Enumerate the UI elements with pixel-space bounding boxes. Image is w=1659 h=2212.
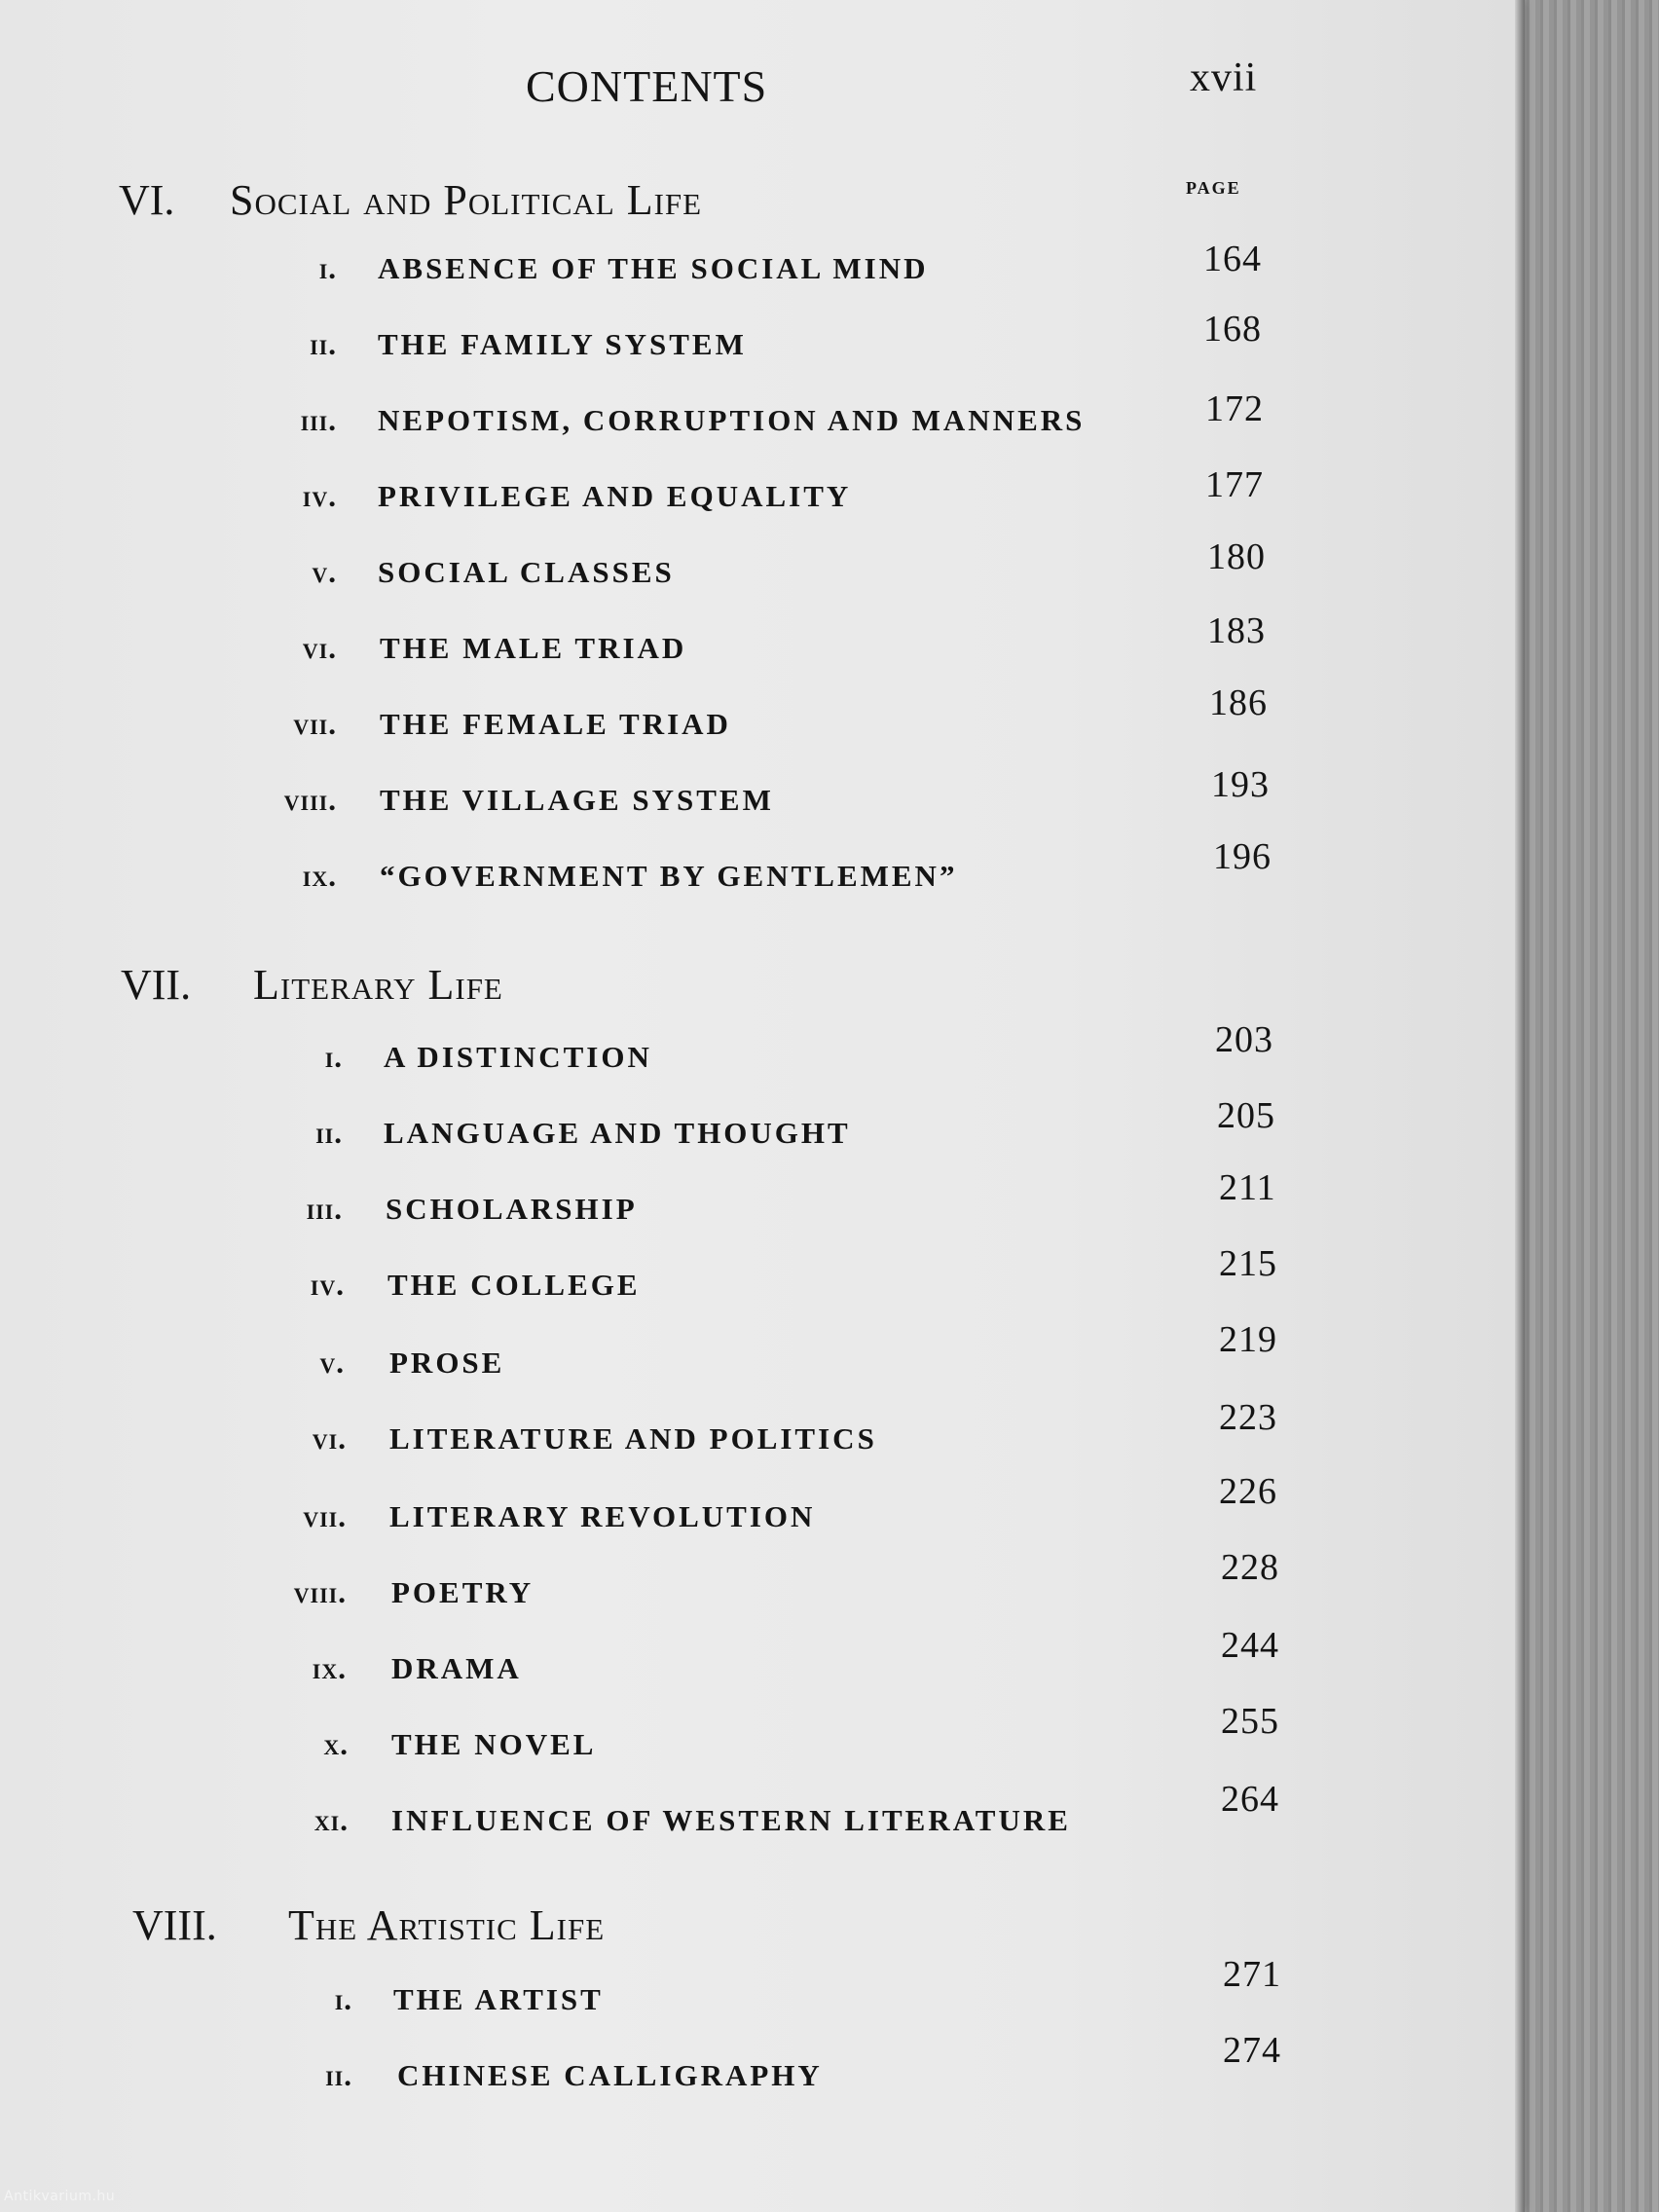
toc-entry xyxy=(0,309,1363,376)
page-number: 271 xyxy=(1223,1954,1281,1995)
page-number: 180 xyxy=(1207,536,1266,577)
chapter-number: VI. xyxy=(119,176,175,224)
section-title: THE FEMALE TRIAD xyxy=(380,707,731,741)
section-title: POETRY xyxy=(391,1575,535,1609)
page-column-label: page xyxy=(1186,171,1241,200)
toc-entry xyxy=(0,682,1363,756)
toc-entry xyxy=(0,1095,1363,1164)
section-title: A DISTINCTION xyxy=(384,1040,652,1074)
chapter-title: Social and Political Life xyxy=(230,176,703,224)
page-number: 244 xyxy=(1221,1625,1279,1666)
section-number: ix. xyxy=(302,859,337,893)
section-title: ABSENCE OF THE SOCIAL MIND xyxy=(378,251,929,285)
section-number: ii. xyxy=(325,2058,352,2092)
section-number: viii. xyxy=(283,783,337,817)
section-title: “GOVERNMENT BY GENTLEMEN” xyxy=(380,859,958,893)
section-number: vii. xyxy=(293,707,337,741)
toc-entry xyxy=(0,1397,1363,1470)
page-number: 177 xyxy=(1205,464,1264,505)
page-number: 226 xyxy=(1219,1471,1277,1512)
toc-entry xyxy=(0,2030,1363,2107)
toc-entry xyxy=(0,1779,1363,1852)
toc-entry xyxy=(0,1319,1363,1394)
section-title: LANGUAGE AND THOUGHT xyxy=(384,1116,851,1150)
toc-entry xyxy=(0,1701,1363,1776)
page-number: 193 xyxy=(1211,764,1270,805)
section-number: iii. xyxy=(306,1192,343,1226)
section-title: THE COLLEGE xyxy=(387,1268,641,1302)
page-number: 203 xyxy=(1215,1019,1273,1060)
section-title: THE ARTIST xyxy=(393,1982,604,2016)
section-number: iii. xyxy=(300,403,337,437)
section-title: PROSE xyxy=(389,1346,505,1380)
section-title: LITERARY REVOLUTION xyxy=(389,1499,816,1533)
section-number: x. xyxy=(323,1727,349,1761)
page-number: 215 xyxy=(1219,1243,1277,1284)
section-number: i. xyxy=(324,1040,343,1074)
toc-entry xyxy=(0,1471,1363,1548)
page-number: 264 xyxy=(1221,1779,1279,1820)
section-number: v. xyxy=(319,1346,345,1380)
section-number: iv. xyxy=(302,479,337,513)
page-number: 223 xyxy=(1219,1397,1277,1438)
page-folio: xvii xyxy=(1190,55,1258,100)
section-title: LITERATURE AND POLITICS xyxy=(389,1421,877,1456)
toc-entry xyxy=(0,764,1363,831)
section-number: ix. xyxy=(312,1651,347,1685)
toc-entry xyxy=(0,1954,1363,2031)
page-edge-shadow xyxy=(1515,0,1525,2212)
watermark-text: Antikvarium.hu xyxy=(4,2189,116,2204)
section-number: iv. xyxy=(310,1268,345,1302)
section-title: NEPOTISM, CORRUPTION AND MANNERS xyxy=(378,403,1086,437)
chapter-title: Literary Life xyxy=(253,961,503,1009)
section-title: THE VILLAGE SYSTEM xyxy=(380,783,774,817)
toc-entry xyxy=(0,388,1363,452)
toc-entry xyxy=(0,1625,1363,1700)
section-title: THE FAMILY SYSTEM xyxy=(378,327,747,361)
page-number: 205 xyxy=(1217,1095,1275,1136)
section-title: THE MALE TRIAD xyxy=(380,631,687,665)
toc-entry xyxy=(0,1243,1363,1316)
section-number: ii. xyxy=(315,1116,343,1150)
toc-entry xyxy=(0,1019,1363,1088)
section-number: vii. xyxy=(303,1499,347,1533)
section-number: i. xyxy=(334,1982,352,2016)
section-number: i. xyxy=(318,251,337,285)
toc-entry xyxy=(0,610,1363,680)
toc-entry xyxy=(0,1167,1363,1240)
chapter-heading xyxy=(121,960,997,1018)
section-number: vi. xyxy=(302,631,337,665)
toc-entry xyxy=(0,1547,1363,1624)
page-number: 274 xyxy=(1223,2030,1281,2071)
section-number: vi. xyxy=(312,1421,347,1456)
chapter-number: VIII. xyxy=(132,1901,217,1949)
section-number: ii. xyxy=(310,327,337,361)
section-number: v. xyxy=(312,555,337,589)
page-number: 196 xyxy=(1213,836,1272,877)
page-number: 211 xyxy=(1219,1167,1276,1208)
page-number: 186 xyxy=(1209,682,1268,723)
running-head: CONTENTS xyxy=(526,61,768,111)
section-number: viii. xyxy=(293,1575,347,1609)
page-number: 183 xyxy=(1207,610,1266,651)
page-number: 164 xyxy=(1203,239,1262,279)
section-title: THE NOVEL xyxy=(391,1727,597,1761)
section-number: xi. xyxy=(313,1803,349,1837)
chapter-heading xyxy=(132,1900,1009,1959)
toc-entry xyxy=(0,464,1363,528)
chapter-heading xyxy=(119,175,995,234)
section-title: DRAMA xyxy=(391,1651,522,1685)
page-number: 228 xyxy=(1221,1547,1279,1588)
page-number: 168 xyxy=(1203,309,1262,350)
toc-entry xyxy=(0,836,1363,907)
section-title: SOCIAL CLASSES xyxy=(378,555,675,589)
page-number: 219 xyxy=(1219,1319,1277,1360)
toc-entry xyxy=(0,239,1363,300)
section-title: SCHOLARSHIP xyxy=(386,1192,638,1226)
page-number: 172 xyxy=(1205,388,1264,429)
chapter-title: The Artistic Life xyxy=(288,1901,606,1949)
section-title: PRIVILEGE AND EQUALITY xyxy=(378,479,852,513)
page-number: 255 xyxy=(1221,1701,1279,1742)
section-title: INFLUENCE OF WESTERN LITERATURE xyxy=(391,1803,1071,1837)
toc-entry xyxy=(0,536,1363,604)
chapter-number: VII. xyxy=(121,961,192,1009)
section-title: CHINESE CALLIGRAPHY xyxy=(397,2058,823,2092)
